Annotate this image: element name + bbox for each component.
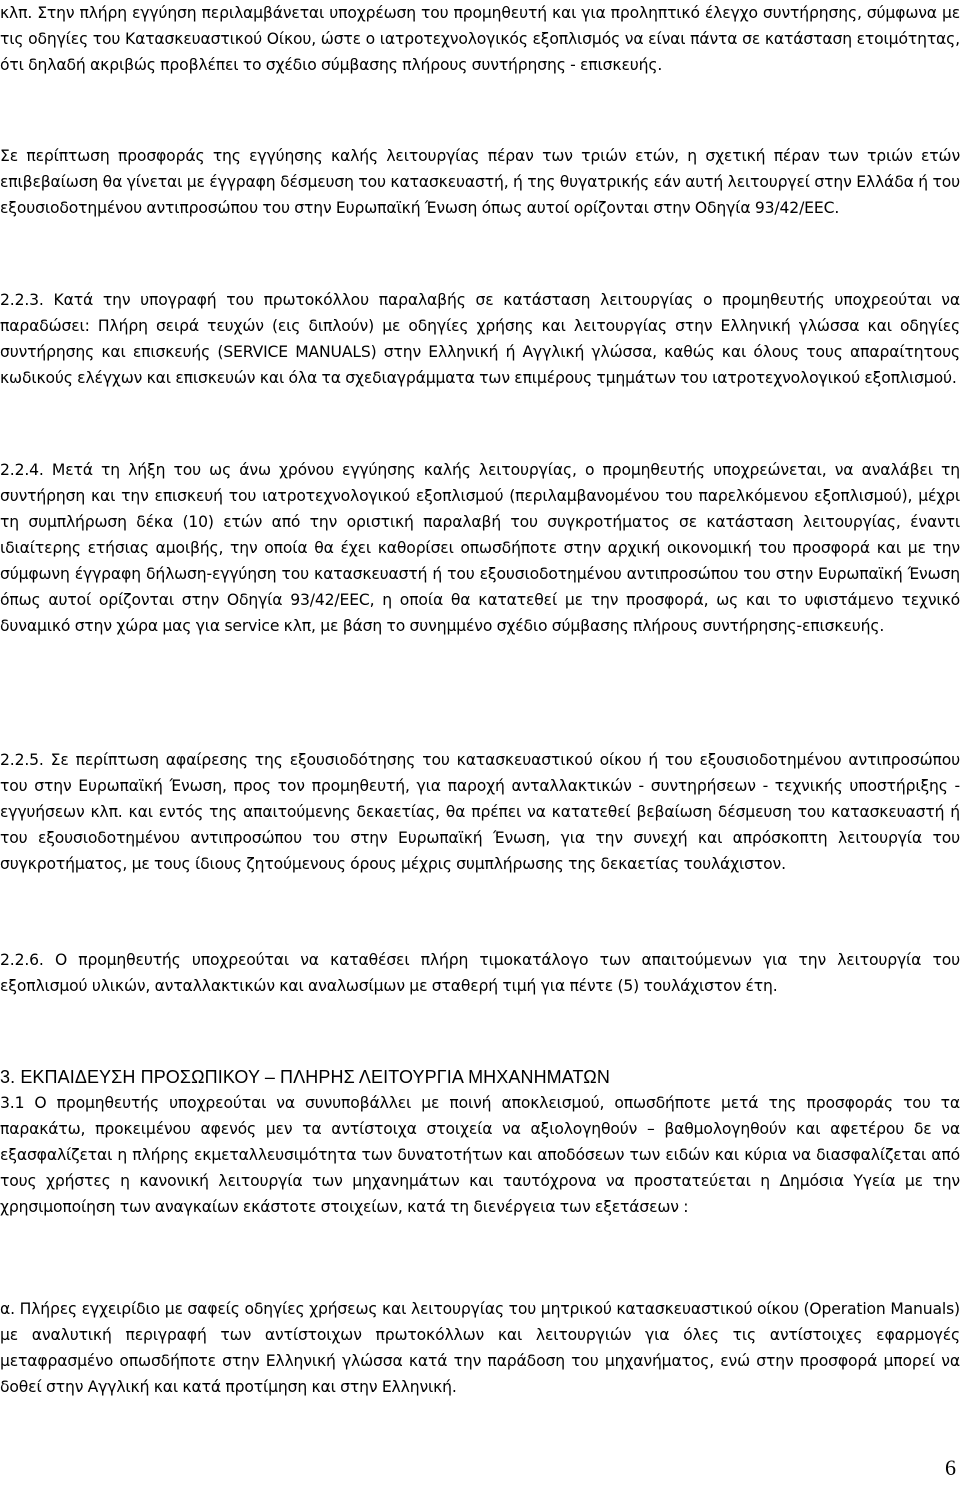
- paragraph-number: 2.2.4.: [0, 461, 44, 479]
- paragraph-2-2-6: [0, 947, 960, 999]
- page-number: 6: [945, 1455, 956, 1480]
- paragraph-number: 2.2.6.: [0, 951, 44, 969]
- paragraph-text: Μετά τη λήξη του ως άνω χρόνου εγγύησης καλής λειτουργίας, ο προμηθευτής υποχρεώνεται, να αναλάβει τη συντήρηση και την επισκευή του ιατροτεχνολογικού εξοπλισμού (περιλαμβανομένου του παρελκόμενου εξοπλισμού), μέχρι τη συμπλήρωση δέκα (10) ετών από την οριστική παραλαβή του συγκροτήματος σε κατάσταση λειτουργίας, έναντι ιδιαίτερης ετήσιας αμοιβής, την οποία θα έχει καθορίσει οπωσδήποτε στην αρχική οικονομική του προσφορά και με την σύμφωνη έγγραφη δήλωση-εγγύηση του κατασκευαστή ή του εξουσιοδοτημένου αντιπροσώπου του στην Ευρωπαϊκή Ένωση όπως αυτοί ορίζονται στην Οδηγία 93/42/ΕΕC, η οποία θα κατατεθεί με την προσφορά, ως και το υφιστάμενο τεχνικό δυναμικό στην χώρα μας για service κλπ, με βάση το συνημμένο σχέδιο σύμβασης πλήρους συντήρησης-επισκευής.: [0, 461, 960, 635]
- paragraph-warranty-offer: [0, 143, 960, 221]
- paragraph-2-2-3: [0, 287, 960, 391]
- paragraph-text: κλπ. Στην πλήρη εγγύηση περιλαμβάνεται υποχρέωση του προμηθευτή και για προληπτικό έλεγχο συντήρησης, σύμφωνα με τις οδηγίες του Κατασκευαστικού Οίκου, ώστε ο ιατροτεχνολογικός εξοπλισμός να είναι πάντα σε κατάσταση ετοιμότητας, ότι δηλαδή ακριβώς προβλέπει το σχέδιο σύμβασης πλήρους συντήρησης - επισκευής.: [0, 4, 960, 74]
- section-3-heading: 3. ΕΚΠΑΙΔΕΥΣΗ ΠΡΟΣΩΠΙΚΟΥ – ΠΛΗΡΗΣ ΛΕΙΤΟΥΡΓΙΑ ΜΗΧΑΝΗΜΑΤΩΝ: [0, 1067, 610, 1087]
- list-item-a: [0, 1296, 960, 1400]
- paragraph-text: α. Πλήρες εγχειρίδιο με σαφείς οδηγίες χρήσεως και λειτουργίας του μητρικού κατασκευαστικού οίκου (Operation Manuals) με αναλυτική περιγραφή των αντίστοιχων πρωτοκόλλων και λειτουργιών για όλες τις αντίστοιχες εφαρμογές μεταφρασμένο οπωσδήποτε στην Ελληνική γλώσσα κατά την παράδοση του μηχανήματος, ενώ στην προσφορά μπορεί να δοθεί στην Αγγλική και κατά προτίμηση και στην Ελληνική.: [0, 1300, 960, 1396]
- paragraph-text: Κατά την υπογραφή του πρωτοκόλλου παραλαβής σε κατάσταση λειτουργίας ο προμηθευτής υποχρεούται να παραδώσει: Πλήρη σειρά τευχών (εις διπλούν) με οδηγίες χρήσης και λειτουργίας στην Ελληνική γλώσσα και οδηγίες συντήρησης και επισκευής (SERVICE MANUALS) στην Ελληνική ή Αγγλική γλώσσα, καθώς και όλους τους απαραίτητους κωδικούς ελέγχων και επισκευών και όλα τα σχεδιαγράμματα των επιμέρους τμημάτων του ιατροτεχνολογικού εξοπλισμού.: [0, 291, 960, 387]
- paragraph-number: 2.2.5.: [0, 751, 44, 769]
- paragraph-text: Ο προμηθευτής υποχρεούται να καταθέσει πλήρη τιμοκατάλογο των απαιτούμενων για την λειτουργία του εξοπλισμού υλικών, ανταλλακτικών και αναλωσίμων με σταθερή τιμή για πέντε (5) τουλάχιστον έτη.: [0, 951, 960, 995]
- paragraph-text: Σε περίπτωση προσφοράς της εγγύησης καλής λειτουργίας πέραν των τριών ετών, η σχετική πέραν των τριών ετών επιβεβαίωση θα γίνεται με έγγραφη δέσμευση του κατασκευαστή, ή της θυγατρικής εάν αυτή λειτουργεί στην Ελλάδα ή του εξουσιοδοτημένου αντιπροσώπου του στην Ευρωπαϊκή Ένωση όπως αυτοί ορίζονται στην Οδηγία 93/42/ΕΕC.: [0, 147, 960, 217]
- paragraph-text: Σε περίπτωση αφαίρεσης της εξουσιοδότησης του κατασκευαστικού οίκου ή του εξουσιοδοτημένου αντιπροσώπου του στην Ευρωπαϊκή Ένωση, προς τον προμηθευτή, για παροχή ανταλλακτικών - συντηρήσεων - τεχνικής υποστήριξης - εγγυήσεων κλπ. και εντός της απαιτούμενης δεκαετίας, θα πρέπει να κατατεθεί βεβαίωση δέσμευση του κατασκευαστή ή του εξουσιοδοτημένου αντιπροσώπου του στην Ευρωπαϊκή Ένωση, για την συνεχή και απρόσκοπτη λειτουργία του συγκροτήματος, με τους ίδιους ζητούμενους όρους μέχρις συμπλήρωσης της δεκαετίας τουλάχιστον.: [0, 751, 960, 873]
- paragraph-number: 2.2.3.: [0, 291, 44, 309]
- paragraph-3-1: [0, 1090, 960, 1220]
- paragraph-text: Ο προμηθευτής υποχρεούται να συνυποβάλλει με ποινή αποκλεισμού, οπωσδήποτε μετά της προσφοράς του τα παρακάτω, προκειμένου αφενός μεν τα αντίστοιχα στοιχεία να αξιολογηθούν – βαθμολογηθούν και αφετέρου δε να εξασφαλίζεται η πλήρης εκμεταλλευσιμότητα των δυνατοτήτων και αποδόσεων των ειδών και κύρια να διασφαλίζεται από τους χρήστες η κανονική λειτουργία των μηχανημάτων και ταυτόχρονα να προστατεύεται η Δημόσια Υγεία με την χρησιμοποίηση των αναγκαίων εκάστοτε στοιχείων, κατά τη διενέργεια των εξετάσεων :: [0, 1094, 960, 1216]
- paragraph-2-2-5: [0, 747, 960, 877]
- paragraph-intro-continuation: [0, 0, 960, 78]
- paragraph-number: 3.1: [0, 1094, 25, 1112]
- paragraph-2-2-4: [0, 457, 960, 639]
